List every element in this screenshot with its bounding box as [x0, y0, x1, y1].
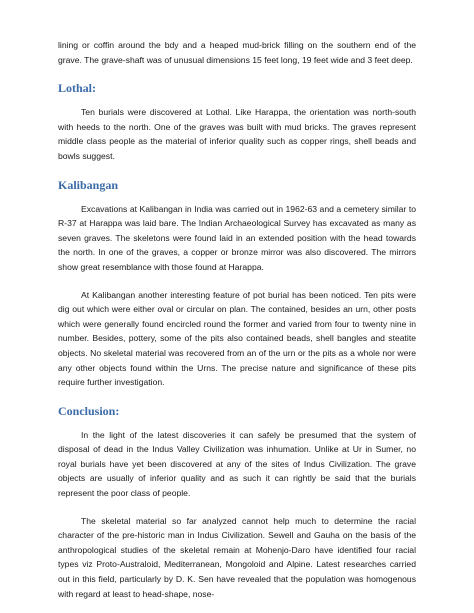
paragraph-gap: [58, 501, 416, 514]
lothal-paragraph: Ten burials were discovered at Lothal. Like Harappa, the orientation was north-south with heeds to the north. One of the graves was built with mud bricks. The graves represent middle class people as the material of inferior quality such as copper rings, shell beads and bowls suggest.: [58, 107, 416, 161]
section-heading-lothal: Lothal:: [58, 81, 97, 96]
paragraph-gap: [58, 275, 416, 288]
conclusion-paragraph-2: The skeletal material so far analyzed cannot help much to determine the racial character of the pre-historic man in Indus Civilization. Sewell and Gauha on the basis of the anthropological studies of the skeletal remain at Mohenjo-Daro have identified four racial types viz Proto-Australoid, Mediterranean, Mongoloid and Alpine. Latest researches carried out in this field, particularly by D. K. Sen have revealed that the population was homogenous with regard at least to head-shape, nose-: [58, 515, 416, 599]
intro-paragraph: lining or coffin around the bdy and a heaped mud-brick filling on the southern end of the grave. The grave-shaft was of unusual dimensions 15 feet long, 19 feet wide and 3 feet deep.: [58, 40, 416, 65]
kalibangan-paragraph-2: At Kalibangan another interesting feature of pot burial has been noticed. Ten pits were dig out which were either oval or circular on plan. The contained, besides an urn, other posts which were generally found encircled round the former and varied from four to twenty nine in number. Besides, pottery, some of the pits also contained beads, shell bangles and steatite objects. No skeletal material was recovered from an of the urn or the pits as a whole nor were any other objects found within the Urns. The precise nature and significance of these pits require further investigation.: [58, 289, 416, 388]
conclusion-paragraph-1: In the light of the latest discoveries it can safely be presumed that the system of disposal of dead in the Indus Valley Civilization was inhumation. Unlike at Ur in Sumer, no royal burials have yet been discovered at any of the sites of Indus Civilization. The grave objects are usually of inferior quality and as such it can rightly be said that the burials represent the poor class of people.: [58, 429, 416, 499]
kalibangan-paragraph-1: Excavations at Kalibangan in India was carried out in 1962-63 and a cemetery similar to R-37 at Harappa was laid bare. The Indian Archaeological Survey has excavated as many as seven graves. The skeletons were found laid in an extended position with the head towards the north. In one of the graves, a copper or bronze mirror was also discovered. The mirrors show great resemblance with those found at Harappa.: [58, 203, 416, 272]
section-heading-conclusion: Conclusion:: [58, 403, 120, 418]
section-heading-kalibangan: Kalibangan: [58, 177, 119, 192]
